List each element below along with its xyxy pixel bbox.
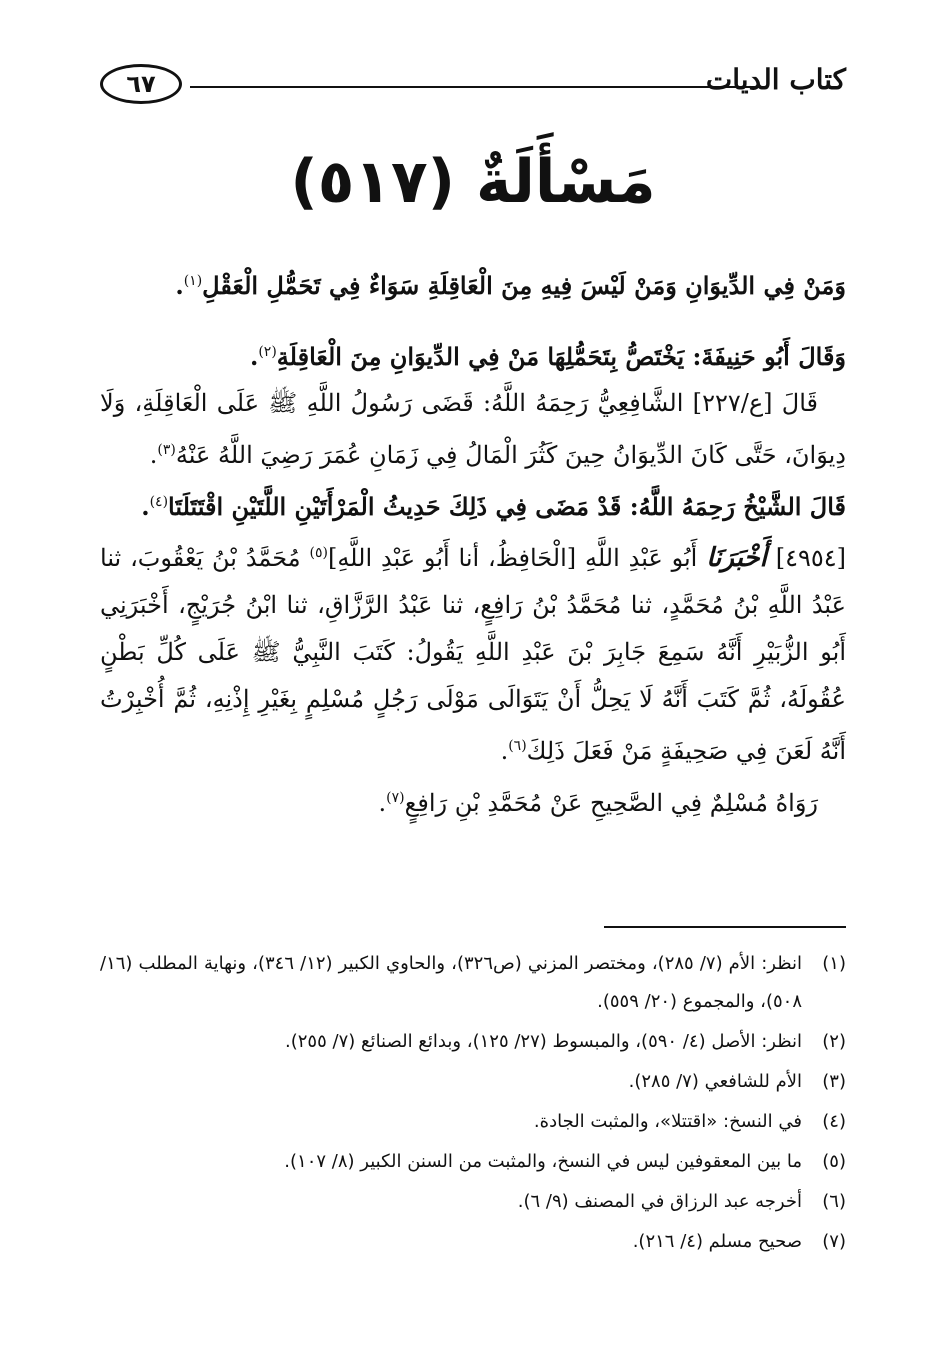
footnote-text: الأم للشافعي (٧/ ٢٨٥). [628, 1071, 802, 1092]
shaykh-paragraph [100, 479, 846, 530]
footnote-ref-4: (٤) [149, 494, 169, 510]
footnote-ref-6: (٦) [508, 738, 527, 754]
abu-hanifa-end: . [249, 342, 259, 371]
footnote-item [100, 1023, 846, 1061]
muslim-paragraph [100, 775, 846, 827]
hadith-number: [٤٩٥٤] [775, 544, 846, 572]
footnote-separator [604, 926, 846, 928]
hadith-part1: أَبُو عَبْدِ اللَّهِ [الْحَافِظُ، أنا أَبُو عَبْدِ اللَّهِ] [327, 544, 698, 572]
footnote-ref-5: (٥) [309, 545, 328, 561]
book-title: كتاب الديات [705, 63, 846, 96]
footnote-text: أخرجه عبد الرزاق في المصنف (٩/ ٦). [517, 1191, 802, 1212]
footnote-text: في النسخ: «اقتتلا»، والمثبت الجادة. [533, 1111, 802, 1132]
hadith-paragraph [100, 530, 846, 775]
abu-hanifa-text: وَقَالَ أَبُو حَنِيفَةَ: يَخْتَصُّ بِتَحَمُّلِهَا مَنْ فِي الدِّيوَانِ مِنَ الْعَاقِلَةِ [276, 342, 846, 371]
footnote-item [100, 1143, 846, 1181]
footnotes [100, 945, 846, 1263]
footnote-number: (٢) [822, 1031, 846, 1052]
shafii-text: قَالَ [ع/٢٢٧] الشَّافِعِيُّ رَحِمَهُ اللَّهُ: قَضَى رَسُولُ اللَّهِ ﷺ عَلَى الْعَاقِلَةِ، وَلَا دِيوَانَ، حَتَّى كَانَ الدِّيوَانُ حِينَ كَثُرَ الْمَالُ فِي زَمَانِ عُمَرَ رَضِيَ اللَّهُ عَنْهُ [100, 389, 846, 469]
page-number: ٦٧ [126, 70, 156, 98]
muslim-text: رَوَاهُ مُسْلِمٌ فِي الصَّحِيحِ عَنْ مُحَمَّدِ بْنِ رَافِعٍ [404, 789, 818, 817]
hadith-part2: مُحَمَّدُ بْنُ يَعْقُوبَ، ثنا عَبْدُ اللَّهِ بْنُ مُحَمَّدٍ، ثنا مُحَمَّدُ بْنُ رَافِعٍ، ثنا عَبْدُ الرَّزَّاقِ، ثنا ابْنُ جُرَيْجٍ، أَخْبَرَنِي أَبُو الزُّبَيْرِ أَنَّهُ سَمِعَ جَابِرَ بْنَ عَبْدِ اللَّهِ يَقُولُ: كَتَبَ النَّبِيُّ ﷺ عَلَى كُلِّ بَطْنٍ عُقُولَهُ، ثُمَّ كَتَبَ أَنَّهُ لَا يَحِلُّ أَنْ يَتَوَالَى مَوْلَى رَجُلٍ مُسْلِمٍ بِغَيْرِ إِذْنِهِ، ثُمَّ أُخْبِرْتُ أَنَّهُ لَعَنَ فِي صَحِيفَةٍ مَنْ فَعَلَ ذَلِكَ [100, 544, 846, 765]
footnote-item [100, 1183, 846, 1221]
footnote-number: (٤) [822, 1111, 846, 1132]
hadith-end: . [500, 737, 509, 765]
footnote-number: (٦) [822, 1191, 846, 1212]
footnote-number: (٥) [822, 1151, 846, 1172]
footnote-text: صحيح مسلم (٤/ ٢١٦). [632, 1231, 802, 1252]
shafii-paragraph [100, 380, 846, 479]
footnote-number: (١) [822, 953, 846, 974]
issue-statement [100, 258, 846, 309]
footnote-text: ما بين المعقوفين ليس في النسخ، والمثبت من السنن الكبير (٨/ ١٠٧). [284, 1151, 802, 1172]
footnote-item [100, 1063, 846, 1101]
muslim-end: . [378, 789, 387, 817]
footnote-item [100, 945, 846, 1021]
footnote-number: (٧) [822, 1231, 846, 1252]
shaykh-text: قَالَ الشَّيْخُ رَحِمَهُ اللَّهُ: قَدْ مَضَى فِي ذَلِكَ حَدِيثُ الْمَرْأَتَيْنِ اللَّتَيْنِ اقْتَتَلَتَا [168, 492, 846, 521]
statement-text: وَمَنْ فِي الدِّيوَانِ وَمَنْ لَيْسَ فِيهِ مِنَ الْعَاقِلَةِ سَوَاءٌ فِي تَحَمُّلِ الْعَقْلِ [202, 271, 846, 300]
footnote-text: انظر: الأم (٧/ ٢٨٥)، ومختصر المزني (ص٣٢٦)، والحاوي الكبير (١٢/ ٣٤٦)، ونهاية المطلب (١٦/ ٥٠٨)، والمجموع (٢٠/ ٥٥٩). [100, 953, 802, 1012]
akhbarana-word: أَخْبَرَنَا [706, 543, 767, 573]
footnote-item [100, 1223, 846, 1261]
footnote-ref-3: (٣) [157, 442, 176, 458]
statement-end: . [175, 271, 184, 300]
issue-title: مَسْأَلَةٌ (٥١٧) [290, 147, 656, 217]
footnote-ref-7: (٧) [386, 790, 405, 806]
page-number-badge [100, 64, 182, 104]
abu-hanifa-paragraph [100, 329, 846, 380]
shafii-end: . [149, 441, 158, 469]
footnote-number: (٣) [822, 1071, 846, 1092]
footnote-item [100, 1103, 846, 1141]
header-rule [190, 86, 760, 88]
footnote-ref-1: (١) [183, 273, 203, 289]
main-text [100, 258, 846, 827]
footnote-text: انظر: الأصل (٤/ ٥٩٠)، والمبسوط (٢٧/ ١٢٥)، وبدائع الصنائع (٧/ ٢٥٥). [285, 1031, 802, 1052]
footnote-ref-2: (٢) [258, 344, 277, 360]
running-header [100, 58, 846, 110]
shaykh-end: . [141, 492, 150, 521]
